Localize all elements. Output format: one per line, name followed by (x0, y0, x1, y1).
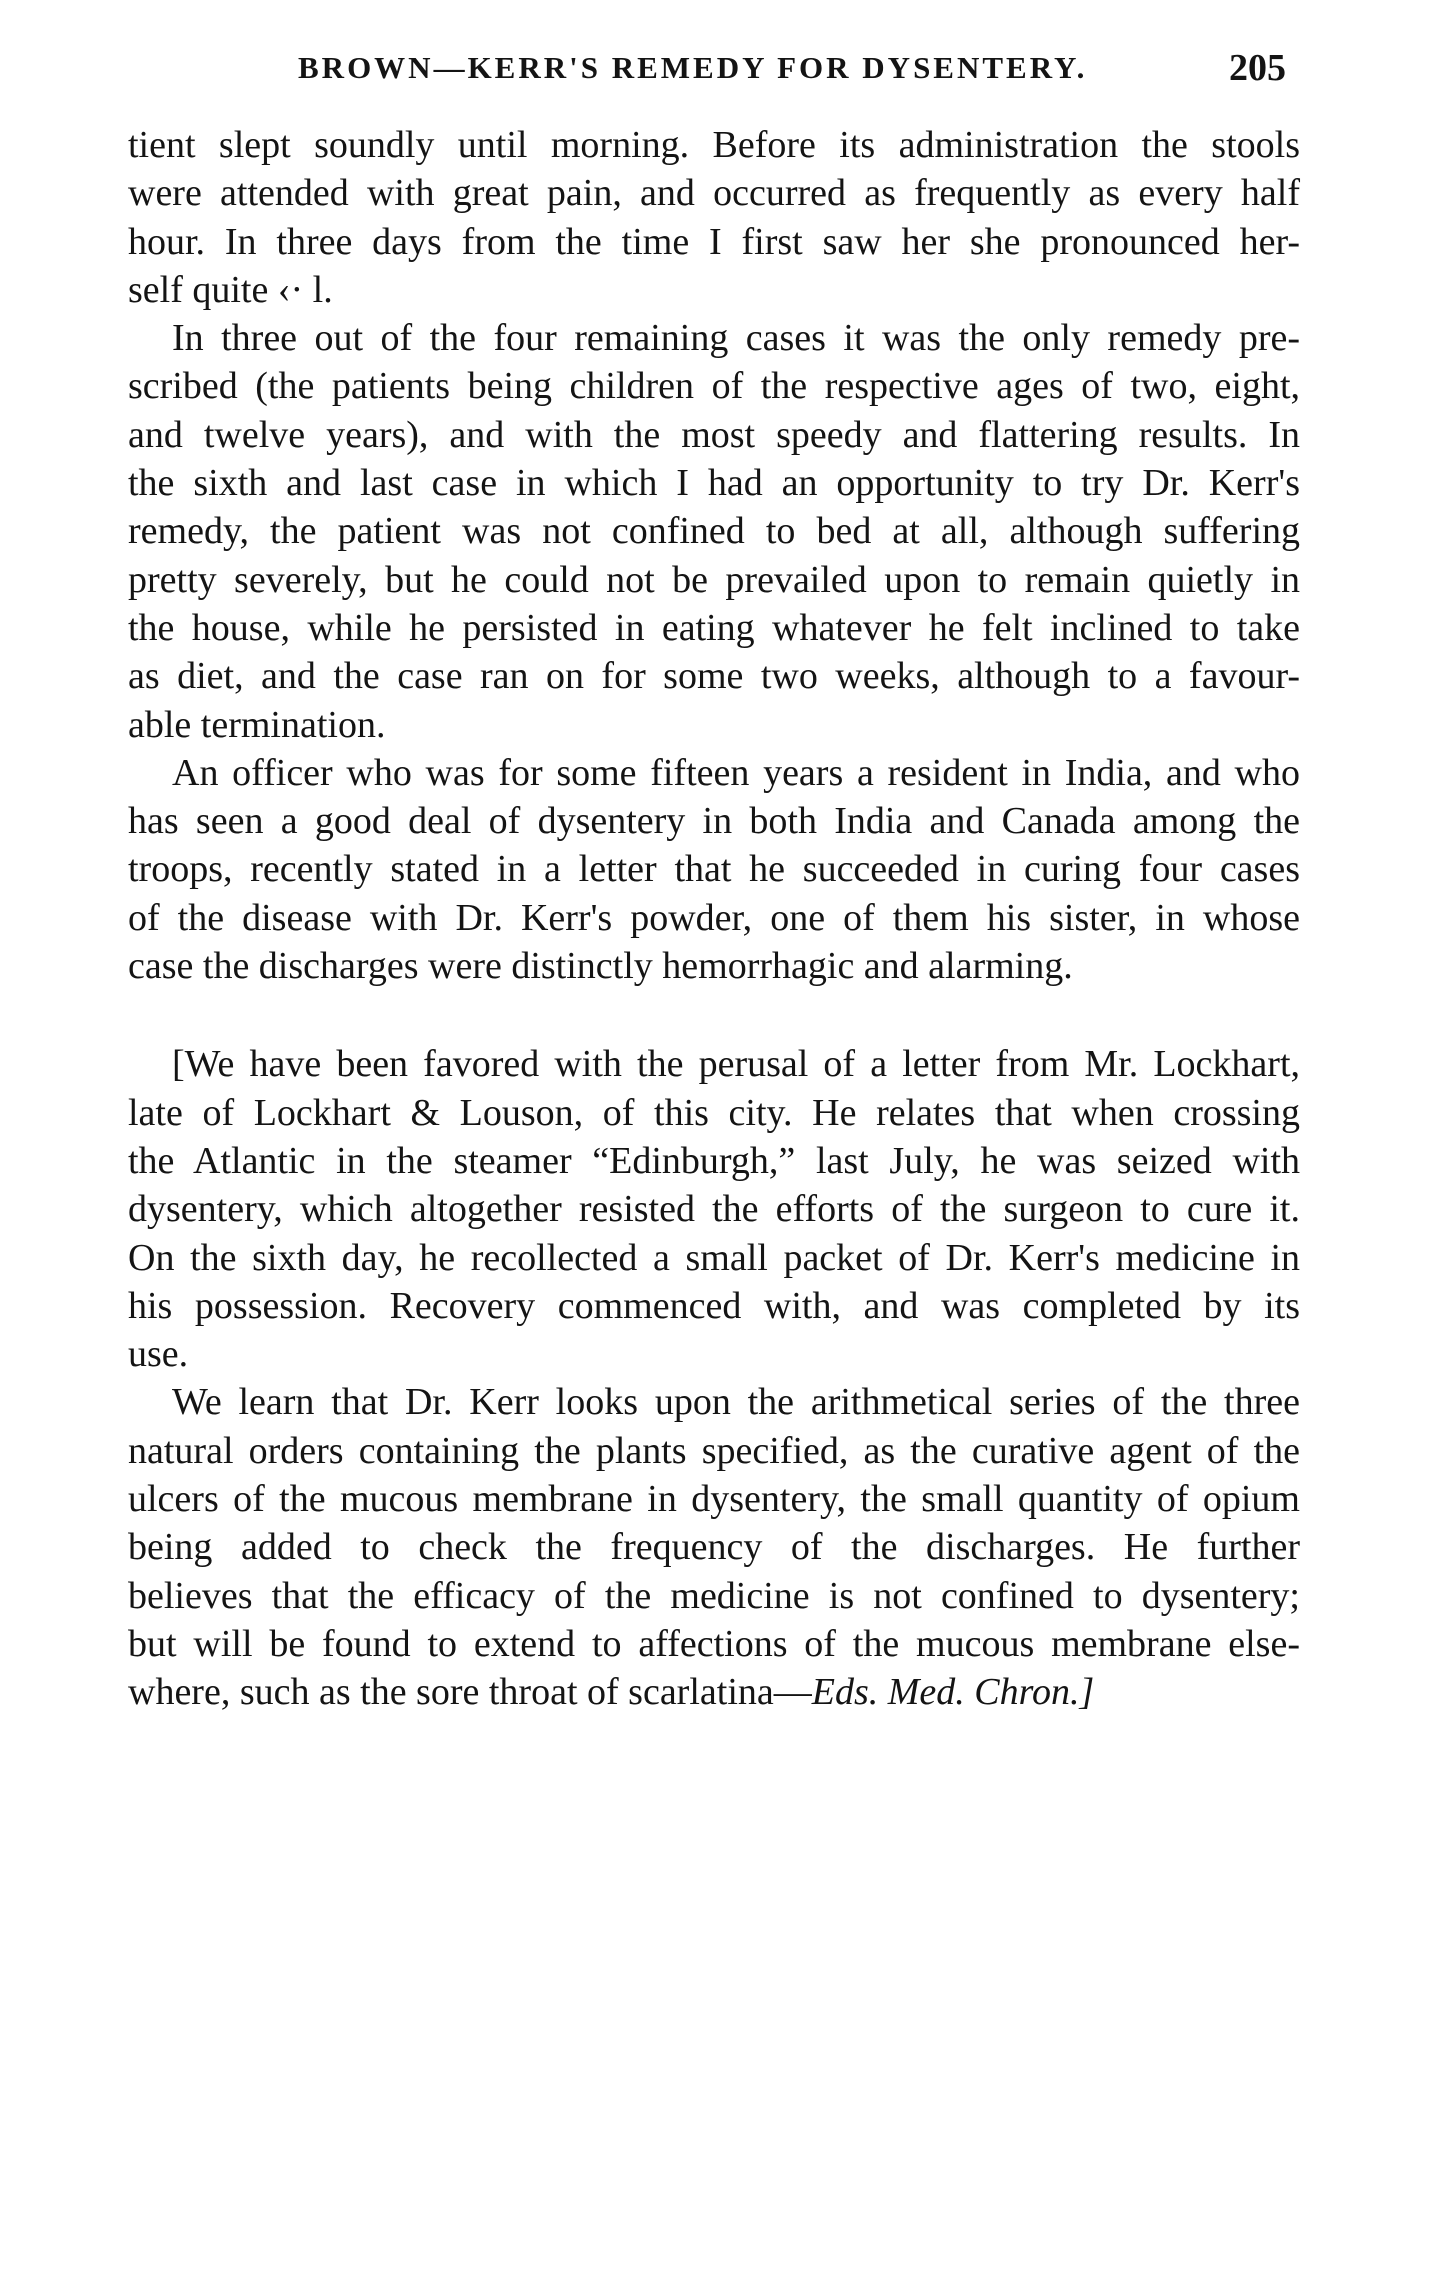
text-line: the sixth and last case in which I had an opportunity to try Dr. Kerr's (128, 462, 1300, 505)
text-line: tient slept soundly until morning. Before its administration the stools (128, 124, 1300, 166)
text-line: his possession. Recovery commenced with, and was completed by its (128, 1284, 1300, 1327)
text-line: were attended with great pain, and occurred as frequently as every half (128, 172, 1300, 215)
paragraph-dr-kerr-theory (128, 1378, 1300, 1716)
text-line: has seen a good deal of dysentery in both India and Canada among the (128, 800, 1300, 843)
paragraph-continuation (128, 121, 1300, 314)
text-line: of the disease with Dr. Kerr's powder, one of them his sister, in whose (128, 896, 1300, 939)
text-line: hour. In three days from the time I first saw her she pronounced her- (128, 220, 1300, 263)
text-line: troops, recently stated in a letter that he succeeded in curing four cases (128, 848, 1300, 891)
text-line: case the discharges were distinctly hemorrhagic and alarming. (128, 945, 1073, 988)
text-line: and twelve years), and with the most speedy and flattering results. In (128, 413, 1300, 456)
text-line: the Atlantic in the steamer “Edinburgh,” last July, he was seized with (128, 1139, 1300, 1182)
running-head: BROWN—KERR'S REMEDY FOR DYSENTERY. (298, 50, 1088, 85)
article-body (128, 121, 1300, 1717)
text-line: able termination. (128, 703, 386, 746)
editors-signature: Eds. Med. Chron.] (811, 1671, 1095, 1714)
text-line: scribed (the patients being children of the respective ages of two, eight, (128, 365, 1300, 408)
text-line: [We have been favored with the perusal of a letter from Mr. Lockhart, (172, 1043, 1300, 1086)
text-line: dysentery, which altogether resisted the efforts of the surgeon to cure it. (128, 1188, 1300, 1231)
paragraph-officer (128, 749, 1300, 990)
text-line: An officer who was for some fifteen years a resident in India, and who (172, 751, 1300, 794)
text-line: remedy, the patient was not confined to bed at all, although suffering (128, 510, 1300, 553)
text-line: We learn that Dr. Kerr looks upon the arithmetical series of the three (172, 1381, 1300, 1424)
text-line: pretty severely, but he could not be prevailed upon to remain quietly in (128, 558, 1300, 601)
text-line: On the sixth day, he recollected a small packet of Dr. Kerr's medicine in (128, 1236, 1300, 1279)
text-line: but will be found to extend to affections of the mucous membrane else- (128, 1622, 1300, 1665)
page-header (298, 47, 1286, 110)
text-line: as diet, and the case ran on for some two weeks, although to a favour- (128, 655, 1300, 698)
paragraph-editorial-note (128, 1040, 1300, 1378)
text-line-content: where, such as the sore throat of scarlatina— (128, 1671, 812, 1714)
text-line: believes that the efficacy of the medicine is not confined to dysentery; (128, 1574, 1300, 1617)
text-line: In three out of the four remaining cases it was the only remedy pre- (172, 317, 1300, 360)
page-number: 205 (1229, 47, 1286, 89)
text-line: ulcers of the mucous membrane in dysentery, the small quantity of opium (128, 1478, 1300, 1521)
text-line: late of Lockhart & Louson, of this city. He relates that when crossing (128, 1091, 1300, 1134)
text-line: use. (128, 1333, 189, 1376)
text-line: the house, while he persisted in eating whatever he felt inclined to take (128, 606, 1300, 649)
text-line: natural orders containing the plants specified, as the curative agent of the (128, 1429, 1300, 1472)
text-line: being added to check the frequency of the discharges. He further (128, 1526, 1300, 1569)
paragraph-remaining-cases (128, 314, 1300, 749)
text-line: self quite ‹· l. (128, 268, 333, 311)
text-line-final (128, 1668, 1300, 1716)
